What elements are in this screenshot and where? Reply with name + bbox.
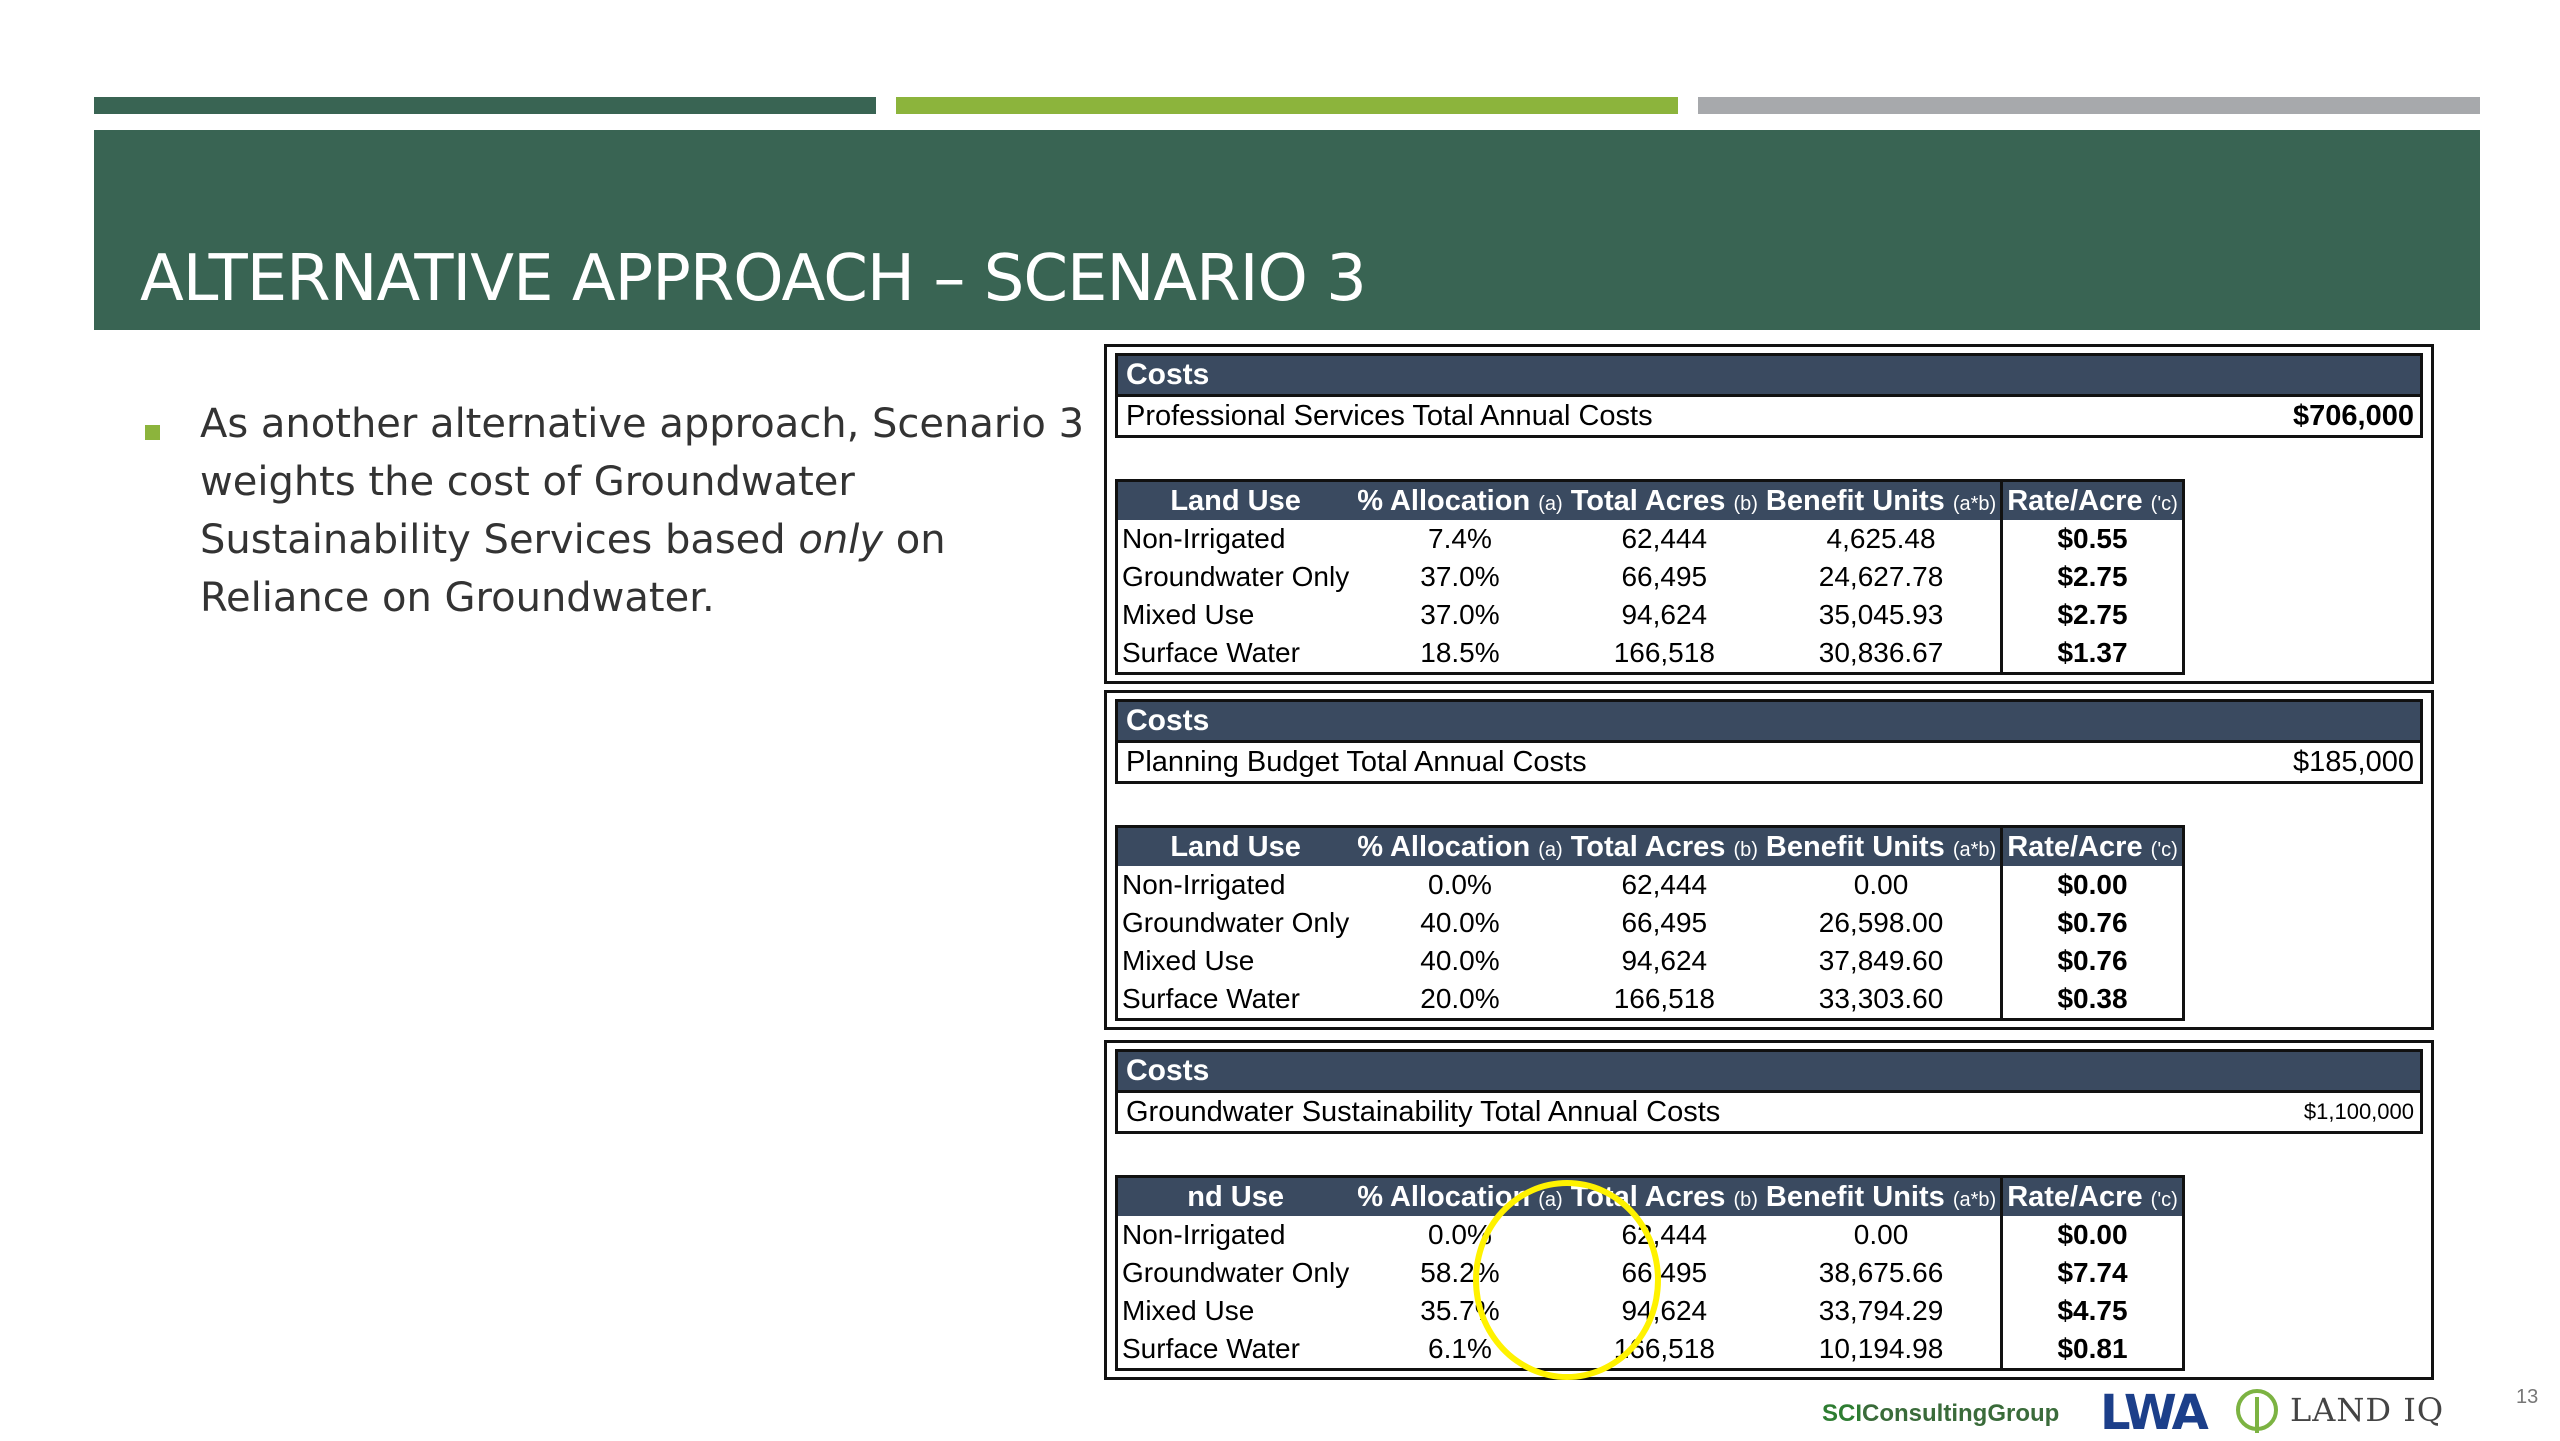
land-iq-mark-icon [2232,1385,2282,1435]
table-row [1117,904,2184,942]
cell-allocation: 18.5% [1420,637,1500,668]
professional-services-table [1104,344,2434,684]
cell-allocation: 35.7% [1420,1295,1500,1326]
costs-row [1118,740,2420,781]
bullet-text-start: As another alternative approach, Scenario 3 weights the cost of Groundwater Sustainability Services based [200,401,1085,563]
cell-units: 30,836.67 [1818,637,1944,668]
cell-allocation: 37.0% [1420,561,1500,592]
col-allocation: % Allocation (a) [1353,1177,1566,1217]
accent-stripe-light-green [896,97,1678,114]
cell-units: 24,627.78 [1818,561,1944,592]
sci-consulting-group-logo: SCIConsultingGroup [1822,1400,2060,1427]
cell-units: 26,598.00 [1818,907,1944,938]
cell-units: 33,794.29 [1818,1295,1944,1326]
col-benefit-units: Benefit Units (a*b) [1762,827,2002,867]
header-row [1117,1177,2184,1217]
costs-row [1118,394,2420,435]
costs-row [1118,1090,2420,1131]
allocation-table [1115,825,2185,1021]
allocation-table [1115,479,2185,675]
lwa-logo: LWA [2100,1385,2206,1441]
cell-land-use: Mixed Use [1122,1295,1255,1326]
cell-acres: 62,444 [1621,523,1708,554]
title-band [94,130,2480,330]
cell-allocation: 58.2% [1420,1257,1500,1288]
cost-amount: $185,000 [2293,745,2414,778]
header-row [1117,481,2184,521]
col-total-acres: Total Acres (b) [1567,1177,1762,1217]
groundwater-sustainability-table [1104,1040,2434,1380]
cell-land-use: Groundwater Only [1122,907,1350,938]
cell-allocation: 6.1% [1428,1333,1492,1364]
cell-acres: 94,624 [1621,945,1708,976]
table-row [1117,980,2184,1020]
cell-rate: $0.00 [2002,866,2184,904]
slide-title: ALTERNATIVE APPROACH – SCENARIO 3 [140,242,1366,316]
cell-allocation: 40.0% [1420,945,1500,976]
cost-amount: $1,100,000 [2303,1099,2414,1124]
cell-units: 38,675.66 [1818,1257,1944,1288]
table-row [1117,558,2184,596]
cell-land-use: Surface Water [1122,637,1300,668]
cell-units: 0.00 [1853,869,1909,900]
cell-units: 0.00 [1853,1219,1909,1250]
costs-header: Costs [1118,356,2420,394]
land-iq-logo: LAND IQ [2232,1385,2444,1435]
cell-land-use: Mixed Use [1122,599,1255,630]
cell-rate: $0.81 [2002,1330,2184,1370]
costs-header: Costs [1118,702,2420,740]
col-land-use: nd Use [1117,1177,1354,1217]
costs-header: Costs [1118,1052,2420,1090]
cell-land-use: Groundwater Only [1122,561,1350,592]
col-total-acres: Total Acres (b) [1567,481,1762,521]
cell-allocation: 40.0% [1420,907,1500,938]
accent-stripe-gray [1698,97,2480,114]
costs-box [1115,353,2423,438]
cell-acres: 62,444 [1621,1219,1708,1250]
bullet-text [200,395,1085,627]
cell-rate: $0.38 [2002,980,2184,1020]
col-total-acres: Total Acres (b) [1567,827,1762,867]
cell-acres: 166,518 [1613,983,1715,1014]
header-row [1117,827,2184,867]
cell-rate: $0.76 [2002,942,2184,980]
cell-units: 10,194.98 [1818,1333,1944,1364]
bullet-item [145,395,1085,627]
accent-stripe-dark-green [94,97,876,114]
cell-land-use: Mixed Use [1122,945,1255,976]
col-rate-acre: Rate/Acre ('c) [2002,481,2184,521]
cell-units: 37,849.60 [1818,945,1944,976]
cell-allocation: 0.0% [1428,1219,1492,1250]
cost-label: Groundwater Sustainability Total Annual Costs [1126,1095,1721,1128]
table-row [1117,520,2184,558]
cell-acres: 66,495 [1621,907,1708,938]
cost-label: Professional Services Total Annual Costs [1126,399,1653,432]
cell-units: 35,045.93 [1818,599,1944,630]
table-row [1117,942,2184,980]
cell-acres: 94,624 [1621,1295,1708,1326]
cell-rate: $2.75 [2002,596,2184,634]
cell-acres: 94,624 [1621,599,1708,630]
cell-rate: $0.76 [2002,904,2184,942]
cell-land-use: Non-Irrigated [1122,1219,1286,1250]
col-land-use: Land Use [1117,827,1354,867]
cell-land-use: Surface Water [1122,1333,1300,1364]
cell-acres: 166,518 [1613,1333,1715,1364]
costs-box [1115,1049,2423,1134]
table-row [1117,596,2184,634]
bullet-square-icon [145,425,160,440]
cell-units: 33,303.60 [1818,983,1944,1014]
col-benefit-units: Benefit Units (a*b) [1762,1177,2002,1217]
costs-box [1115,699,2423,784]
cell-rate: $4.75 [2002,1292,2184,1330]
cell-rate: $0.55 [2002,520,2184,558]
cell-land-use: Groundwater Only [1122,1257,1350,1288]
cell-allocation: 0.0% [1428,869,1492,900]
cell-allocation: 37.0% [1420,599,1500,630]
cell-acres: 66,495 [1621,1257,1708,1288]
table-row [1117,634,2184,674]
page-number: 13 [2516,1386,2539,1408]
cell-acres: 62,444 [1621,869,1708,900]
cell-acres: 66,495 [1621,561,1708,592]
cell-allocation: 20.0% [1420,983,1500,1014]
col-allocation: % Allocation (a) [1353,827,1566,867]
cell-rate: $1.37 [2002,634,2184,674]
cost-label: Planning Budget Total Annual Costs [1126,745,1587,778]
cell-land-use: Non-Irrigated [1122,523,1286,554]
bullet-text-emphasis: only [798,517,884,563]
col-rate-acre: Rate/Acre ('c) [2002,827,2184,867]
cell-rate: $0.00 [2002,1216,2184,1254]
cell-land-use: Surface Water [1122,983,1300,1014]
cost-amount: $706,000 [2293,399,2414,432]
table-row [1117,1330,2184,1370]
bullet-text-end: on Reliance on Groundwater. [200,517,946,621]
cell-allocation: 7.4% [1428,523,1492,554]
col-benefit-units: Benefit Units (a*b) [1762,481,2002,521]
cell-units: 4,625.48 [1826,523,1936,554]
highlight-circle-annotation [1473,1180,1661,1380]
planning-budget-table [1104,690,2434,1030]
table-row [1117,866,2184,904]
col-land-use: Land Use [1117,481,1354,521]
col-rate-acre: Rate/Acre ('c) [2002,1177,2184,1217]
col-allocation: % Allocation (a) [1353,481,1566,521]
cell-acres: 166,518 [1613,637,1715,668]
cell-rate: $2.75 [2002,558,2184,596]
cell-rate: $7.74 [2002,1254,2184,1292]
cell-land-use: Non-Irrigated [1122,869,1286,900]
